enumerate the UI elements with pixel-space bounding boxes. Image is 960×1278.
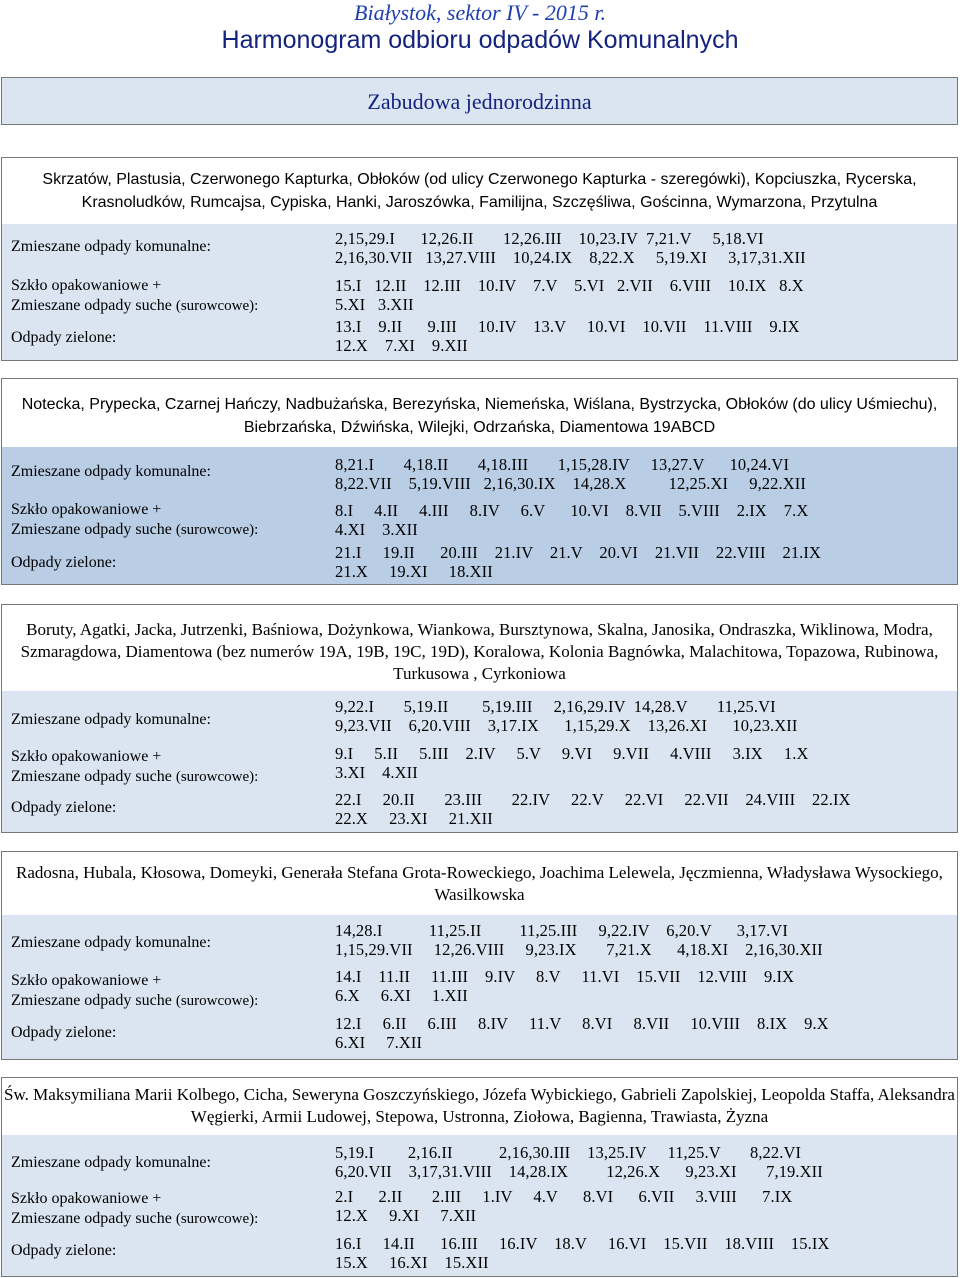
dates-glass xyxy=(335,744,809,782)
schedule-table xyxy=(2,915,957,1059)
label-glass-small: (surowcowe): xyxy=(175,298,259,314)
label-mixed: Zmieszane odpady komunalne: xyxy=(11,238,211,255)
label-glass-main: Zmieszane odpady suche xyxy=(11,992,172,1009)
dates-glass xyxy=(335,967,794,1005)
dates-green xyxy=(335,317,800,355)
street-list: Św. Maksymiliana Marii Kolbego, Cicha, Seweryna Goszczyńskiego, Józefa Wybickiego, Gabrieli Zapolskiej, Leopolda Staffa, Aleksandra Węgierki, Armii Ludowej, Stepowa, Ustronna, Ziołowa, Bagienna, Trawiasta, Żyzna xyxy=(2,1078,957,1135)
label-glass-line1: Szkło opakowaniowe + xyxy=(11,972,162,989)
dates-green xyxy=(335,790,851,828)
dates-row: 22.X 23.XI 21.XII xyxy=(335,809,493,828)
dates-green xyxy=(335,543,821,581)
dates-row: 5,19.I 2,16.II 2,16,30.III 13,25.IV 11,25.V 8,22.VI xyxy=(335,1143,802,1162)
dates-row: 16.I 14.II 16.III 16.IV 18.V 16.VI 15.VII 18.VIII 15.IX xyxy=(335,1234,830,1253)
label-green: Odpady zielone: xyxy=(11,329,117,346)
label-green: Odpady zielone: xyxy=(11,1024,117,1041)
label-glass-line2 xyxy=(11,1209,258,1229)
housing-type-title: Zabudowa jednorodzinna xyxy=(367,89,592,114)
dates-row: 3.XI 4.XII xyxy=(335,763,418,782)
label-glass-main: Zmieszane odpady suche xyxy=(11,297,172,314)
schedule-section-4 xyxy=(1,851,958,1060)
dates-row: 6,20.VII 3,17,31.VIII 14,28.IX 12,26.X 9,23.XI 7,19.XII xyxy=(335,1162,823,1181)
dates-row: 12.I 6.II 6.III 8.IV 11.V 8.VI 8.VII 10.VIII 8.IX 9.X xyxy=(335,1014,829,1033)
dates-row: 15.I 12.II 12.III 10.IV 7.V 5.VI 2.VII 6.VIII 10.IX 8.X xyxy=(335,276,804,295)
street-list: Notecka, Prypecka, Czarnej Hańczy, Nadbużańska, Berezyńska, Niemeńska, Wiślana, Bystrzycka, Obłoków (do ulicy Uśmiechu), Biebrzańska, Dźwińska, Wilejki, Odrzańska, Diamentowa 19ABCD xyxy=(2,379,957,447)
dates-row: 8,21.I 4,18.II 4,18.III 1,15,28.IV 13,27.V 10,24.VI xyxy=(335,455,790,474)
dates-green xyxy=(335,1014,829,1052)
schedule-section-2 xyxy=(1,378,958,585)
label-glass-main: Zmieszane odpady suche xyxy=(11,1210,172,1227)
label-glass-small: (surowcowe): xyxy=(175,1211,259,1227)
dates-glass xyxy=(335,501,808,539)
dates-row: 9,23.VII 6,20.VIII 3,17.IX 1,15,29.X 13,26.XI 10,23.XII xyxy=(335,716,798,735)
dates-mixed xyxy=(335,921,823,959)
label-glass-small: (surowcowe): xyxy=(175,769,259,785)
label-mixed: Zmieszane odpady komunalne: xyxy=(11,463,211,480)
street-list: Boruty, Agatki, Jacka, Jutrzenki, Baśniowa, Dożynkowa, Wiankowa, Bursztynowa, Skalna, Janosika, Ondraszka, Wiklinowa, Modra, Szmaragdowa, Diamentowa (bez numerów 19A, 19B, 19C, 19D), Koralowa, Kolonia Bagnówka, Malachitowa, Topazowa, Rubinowa, Turkusowa , Cyrkoniowa xyxy=(2,605,957,691)
label-glass xyxy=(11,971,258,1011)
dates-row: 21.X 19.XI 18.XII xyxy=(335,562,493,581)
label-glass-line2 xyxy=(11,767,258,787)
label-glass-line1: Szkło opakowaniowe + xyxy=(11,277,162,294)
schedule-table xyxy=(2,1135,957,1276)
label-glass xyxy=(11,1189,258,1229)
schedule-table xyxy=(2,224,957,360)
label-glass-line2 xyxy=(11,296,258,316)
dates-row: 8.I 4.II 4.III 8.IV 6.V 10.VI 8.VII 5.VIII 2.IX 7.X xyxy=(335,501,809,520)
dates-row: 5.XI 3.XII xyxy=(335,295,414,314)
dates-row: 6.X 6.XI 1.XII xyxy=(335,986,468,1005)
dates-row: 13.I 9.II 9.III 10.IV 13.V 10.VI 10.VII 11.VIII 9.IX xyxy=(335,317,800,336)
label-glass-line1: Szkło opakowaniowe + xyxy=(11,501,162,518)
dates-glass xyxy=(335,1187,792,1225)
dates-row: 1,15,29.VII 12,26.VIII 9,23.IX 7,21.X 4,18.XI 2,16,30.XII xyxy=(335,940,823,959)
dates-row: 12.X 7.XI 9.XII xyxy=(335,336,468,355)
label-glass-line2 xyxy=(11,991,258,1011)
dates-row: 4.XI 3.XII xyxy=(335,520,418,539)
dates-row: 9.I 5.II 5.III 2.IV 5.V 9.VI 9.VII 4.VIII 3.IX 1.X xyxy=(335,744,809,763)
dates-row: 14,28.I 11,25.II 11,25.III 9,22.IV 6,20.V 3,17.VI xyxy=(335,921,788,940)
dates-row: 22.I 20.II 23.III 22.IV 22.V 22.VI 22.VII 24.VIII 22.IX xyxy=(335,790,851,809)
dates-row: 6.XI 7.XII xyxy=(335,1033,423,1052)
schedule-section-3 xyxy=(1,604,958,833)
label-glass-small: (surowcowe): xyxy=(175,993,259,1009)
dates-row: 21.I 19.II 20.III 21.IV 21.V 20.VI 21.VII 22.VIII 21.IX xyxy=(335,543,822,562)
label-glass-line2 xyxy=(11,520,258,540)
label-glass xyxy=(11,747,258,787)
label-glass xyxy=(11,276,258,316)
dates-row: 15.X 16.XI 15.XII xyxy=(335,1253,489,1272)
label-glass-main: Zmieszane odpady suche xyxy=(11,768,172,785)
label-mixed: Zmieszane odpady komunalne: xyxy=(11,1154,211,1171)
dates-row: 2,15,29.I 12,26.II 12,26.III 10,23.IV 7,21.V 5,18.VI xyxy=(335,229,764,248)
dates-mixed xyxy=(335,1143,823,1181)
label-glass xyxy=(11,500,258,540)
schedule-table xyxy=(2,691,957,832)
dates-mixed xyxy=(335,455,806,493)
dates-green xyxy=(335,1234,829,1272)
dates-glass xyxy=(335,276,804,314)
dates-row: 14.I 11.II 11.III 9.IV 8.V 11.VI 15.VII 12.VIII 9.IX xyxy=(335,967,795,986)
label-glass-line1: Szkło opakowaniowe + xyxy=(11,1190,162,1207)
dates-row: 8,22.VII 5,19.VIII 2,16,30.IX 14,28.X 12,25.XI 9,22.XII xyxy=(335,474,806,493)
label-glass-main: Zmieszane odpady suche xyxy=(11,521,172,538)
dates-mixed xyxy=(335,697,797,735)
dates-mixed xyxy=(335,229,806,267)
schedule-table xyxy=(2,447,957,584)
label-green: Odpady zielone: xyxy=(11,554,117,571)
label-mixed: Zmieszane odpady komunalne: xyxy=(11,711,211,728)
schedule-section-5 xyxy=(1,1077,958,1277)
page-title: Harmonogram odbioru odpadów Komunalnych xyxy=(221,26,739,54)
label-mixed: Zmieszane odpady komunalne: xyxy=(11,934,211,951)
street-list: Radosna, Hubala, Kłosowa, Domeyki, Generała Stefana Grota-Roweckiego, Joachima Lelewela, Jęczmienna, Władysława Wysockiego, Wasilkowska xyxy=(2,852,957,915)
dates-row: 2,16,30.VII 13,27.VIII 10,24.IX 8,22.X 5,19.XI 3,17,31.XII xyxy=(335,248,806,267)
label-glass-line1: Szkło opakowaniowe + xyxy=(11,748,162,765)
dates-row: 2.I 2.II 2.III 1.IV 4.V 8.VI 6.VII 3.VIII 7.IX xyxy=(335,1187,793,1206)
schedule-section-1 xyxy=(1,157,958,361)
label-green: Odpady zielone: xyxy=(11,799,117,816)
label-glass-small: (surowcowe): xyxy=(175,522,259,538)
dates-row: 9,22.I 5,19.II 5,19.III 2,16,29.IV 14,28.V 11,25.VI xyxy=(335,697,776,716)
street-list: Skrzatów, Plastusia, Czerwonego Kapturka, Obłoków (od ulicy Czerwonego Kapturka - szeregówki), Kopciuszka, Rycerska, Krasnoludków, Rumcajsa, Cypiska, Hanki, Jaroszówka, Familijna, Szczęśliwa, Gościnna, Wymarzona, Przytulna xyxy=(2,158,957,224)
label-green: Odpady zielone: xyxy=(11,1242,117,1259)
dates-row: 12.X 9.XI 7.XII xyxy=(335,1206,477,1225)
location-subtitle: Białystok, sektor IV - 2015 r. xyxy=(354,0,606,25)
header-box xyxy=(1,77,958,125)
